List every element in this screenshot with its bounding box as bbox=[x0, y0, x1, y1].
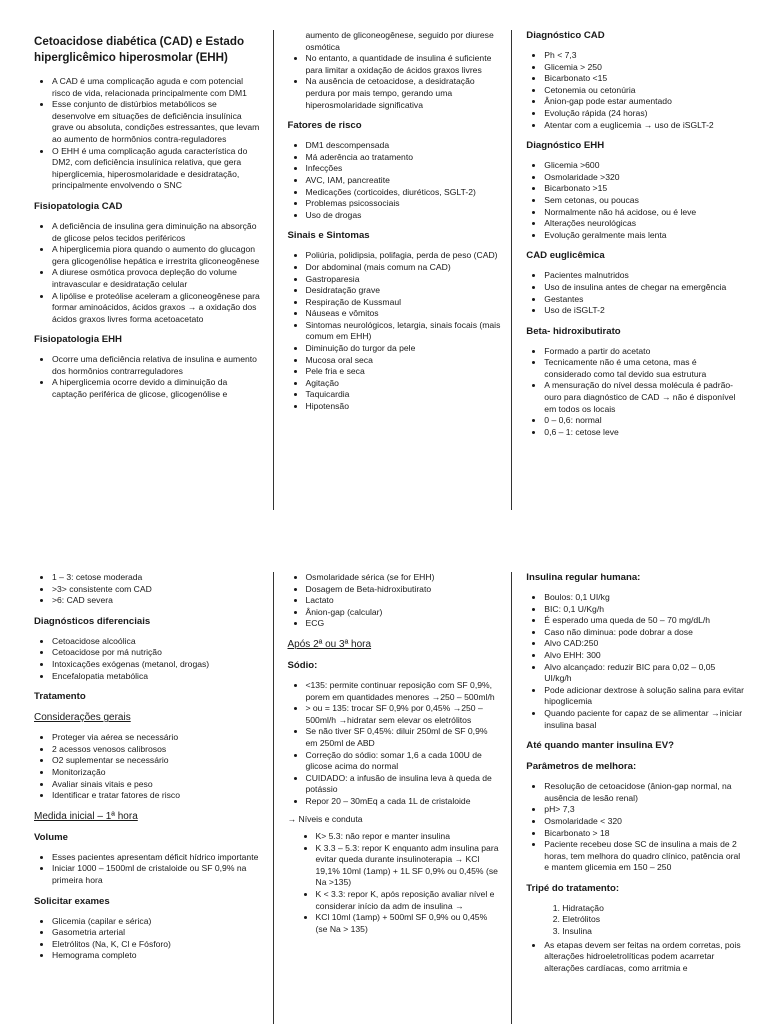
niveis-e-conduta-heading: → Níveis e conduta bbox=[287, 813, 363, 824]
list-item: • Cetoacidose por má nutrição bbox=[52, 647, 261, 659]
list-item: • Gastroparesia bbox=[306, 274, 502, 286]
section-heading-diagnosticos-diferenciais: Diagnósticos diferenciais bbox=[34, 615, 151, 627]
section-heading-insulina-regular: Insulina regular humana: bbox=[526, 572, 641, 583]
fisiopatologia-cad-list bbox=[34, 221, 261, 325]
list-item: • Tecnicamente não é uma cetona, mas é considerado como tal devido sua estrutura bbox=[544, 357, 744, 380]
list-item: • ECG bbox=[306, 618, 502, 630]
list-item: • A diurese osmótica provoca depleção do volume intravascular e desidratação celular bbox=[52, 267, 261, 290]
list-item: • Osmolaridade >320 bbox=[544, 172, 744, 184]
list-item: • Desidratação grave bbox=[306, 285, 502, 297]
list-item: • Avaliar sinais vitais e peso bbox=[52, 779, 261, 791]
list-item: • Problemas psicossociais bbox=[306, 198, 502, 210]
section-heading-diagnostico-cad: Diagnóstico CAD bbox=[526, 30, 605, 41]
list-item: • Glicemia > 250 bbox=[544, 62, 744, 74]
list-item: • A deficiência de insulina gera diminuição na absorção de glicose pelos tecidos periféricos bbox=[52, 221, 261, 244]
beta-hidroxibutirato-continued-list bbox=[34, 572, 261, 607]
top-column-1 bbox=[34, 30, 273, 510]
list-item: • 0 – 0,6: normal bbox=[544, 415, 744, 427]
list-item: 3. Insulina bbox=[562, 926, 744, 938]
list-item: • Cetonemia ou cetonúria bbox=[544, 85, 744, 97]
list-item: • Quando paciente for capaz de se alimentar →iniciar insulina basal bbox=[544, 708, 744, 731]
section-heading-tratamento: Tratamento bbox=[34, 691, 86, 703]
section-heading-fisiopatologia-ehh: Fisiopatologia EHH bbox=[34, 334, 122, 346]
list-item: • K < 3.3: repor K, após reposição avaliar nível e considerar início da adm de insulina → bbox=[316, 889, 502, 912]
list-item: • Esse conjunto de distúrbios metabólicos se desenvolve em situações de deficiência insulínica grave ou absoluta, condições estressantes, que levam ao aumento de hormônios contra-reguladores bbox=[52, 99, 261, 145]
list-item: • O EHH é uma complicação aguda característica do DM2, com deficiência insulínica relativa, que gera hiperglicemia, hiperosmolaridade e desidratação, principalmente envolvendo o SNC bbox=[52, 146, 261, 192]
top-column-2 bbox=[273, 30, 512, 510]
insulina-regular-list bbox=[526, 592, 744, 731]
list-item: • Hemograma completo bbox=[52, 950, 261, 962]
section-heading-ate-quando-manter-insulina: Até quando manter insulina EV? bbox=[526, 740, 674, 752]
list-item: • Diminuição do turgor da pele bbox=[306, 343, 502, 355]
list-item: • Dosagem de Beta-hidroxibutirato bbox=[306, 584, 502, 596]
subheading-consideracoes-gerais: Considerações gerais bbox=[34, 712, 131, 724]
list-item: • KCl 10ml (1amp) + 500ml SF 0,9% ou 0,45% (se Na > 135) bbox=[316, 912, 502, 935]
list-item: • Pode adicionar dextrose à solução salina para evitar hipoglicemia bbox=[544, 685, 744, 708]
list-item: • Ânion-gap (calcular) bbox=[306, 607, 502, 619]
page-top bbox=[0, 30, 768, 510]
sinais-e-sintomas-list bbox=[288, 250, 502, 412]
section-heading-sinais-e-sintomas: Sinais e Sintomas bbox=[287, 230, 370, 242]
document-title: Cetoacidose diabética (CAD) e Estado hiperglicêmico hiperosmolar (EHH) bbox=[34, 35, 245, 64]
list-item: • Poliúria, polidipsia, polifagia, perda de peso (CAD) bbox=[306, 250, 502, 262]
list-item: • O2 suplementar se necessário bbox=[52, 755, 261, 767]
list-item: • Proteger via aérea se necessário bbox=[52, 732, 261, 744]
list-item: • Intoxicações exógenas (metanol, drogas) bbox=[52, 659, 261, 671]
list-item: • A hiperglicemia piora quando o aumento do glucagon gera glicogenólise hepática e irrestrita gliconeogênese bbox=[52, 244, 261, 267]
list-item: • A lipólise e proteólise aceleram a gliconeogênese para formar aminoácidos, ácidos graxos → a oxidação dos ácidos graxos livres forma acetoacetato bbox=[52, 291, 261, 326]
list-item: • Osmolaridade sérica (se for EHH) bbox=[306, 572, 502, 584]
list-item: • CUIDADO: a infusão de insulina leva à queda de potássio bbox=[306, 773, 502, 796]
list-item: • Atentar com a euglicemia → uso de iSGLT-2 bbox=[544, 120, 744, 132]
list-item: • Boulos: 0,1 UI/kg bbox=[544, 592, 744, 604]
list-item: • Paciente recebeu dose SC de insulina a mais de 2 horas, tem melhora do quadro clínico, patência oral e mantem glicemia em 150 – 250 bbox=[544, 839, 744, 874]
list-item: • Ph < 7,3 bbox=[544, 50, 744, 62]
parametros-de-melhora-list bbox=[526, 781, 744, 874]
list-item: • Dor abdominal (mais comum na CAD) bbox=[306, 262, 502, 274]
list-item: • Taquicardia bbox=[306, 389, 502, 401]
solicitar-exames-list bbox=[34, 916, 261, 962]
list-item: • Sintomas neurológicos, letargia, sinais focais (mais comum em EHH) bbox=[306, 320, 502, 343]
list-item: • Alvo CAD:250 bbox=[544, 638, 744, 650]
list-item: • >3> consistente com CAD bbox=[52, 584, 261, 596]
list-item: • Lactato bbox=[306, 595, 502, 607]
list-item: • pH> 7,3 bbox=[544, 804, 744, 816]
diagnostico-cad-list bbox=[526, 50, 744, 131]
list-item: • Mucosa oral seca bbox=[306, 355, 502, 367]
list-item: • Normalmente não há acidose, ou é leve bbox=[544, 207, 744, 219]
list-item: • > ou = 135: trocar SF 0,9% por 0,45% →250 – 500ml/h →hidratar sem elevar os eletrólitos bbox=[306, 703, 502, 726]
subheading-apos-2-ou-3-hora: Após 2ª ou 3ª hora bbox=[287, 638, 372, 650]
list-item: • K> 5.3: não repor e manter insulina bbox=[316, 831, 502, 843]
list-item: 1. Hidratação bbox=[562, 903, 744, 915]
list-item: • DM1 descompensada bbox=[306, 140, 502, 152]
list-item: • Glicemia (capilar e sérica) bbox=[52, 916, 261, 928]
cad-euglicemica-list bbox=[526, 270, 744, 316]
list-item: • No entanto, a quantidade de insulina é suficiente para limitar a oxidação de ácidos graxos livres bbox=[306, 53, 502, 76]
solicitar-exames-continued-list bbox=[288, 572, 502, 630]
section-heading-sodio: Sódio: bbox=[287, 659, 318, 671]
fatores-de-risco-list bbox=[288, 140, 502, 221]
sodio-list bbox=[288, 680, 502, 808]
section-heading-tripe-do-tratamento: Tripé do tratamento: bbox=[526, 882, 620, 894]
list-item: • Bicarbonato > 18 bbox=[544, 828, 744, 840]
list-item: • Infecções bbox=[306, 163, 502, 175]
list-item: • Esses pacientes apresentam déficit hídrico importante bbox=[52, 852, 261, 864]
list-item: • Respiração de Kussmaul bbox=[306, 297, 502, 309]
page-bottom bbox=[0, 572, 768, 1024]
list-item: • Pele fria e seca bbox=[306, 366, 502, 378]
top-column-3 bbox=[511, 30, 750, 510]
diagnostico-ehh-list bbox=[526, 160, 744, 241]
list-item: • Agitação bbox=[306, 378, 502, 390]
list-item: • 0,6 – 1: cetose leve bbox=[544, 427, 744, 439]
list-item: • É esperado uma queda de 50 – 70 mg/dL/h bbox=[544, 615, 744, 627]
list-item: • Uso de drogas bbox=[306, 210, 502, 222]
list-item: • Bicarbonato <15 bbox=[544, 73, 744, 85]
list-item: • Na ausência de cetoacidose, a desidratação perdura por mais tempo, gerando uma hiperosmolaridade significativa bbox=[306, 76, 502, 111]
list-item: • Bicarbonato >15 bbox=[544, 183, 744, 195]
list-item: • Gasometria arterial bbox=[52, 927, 261, 939]
list-item: • Encefalopatia metabólica bbox=[52, 671, 261, 683]
list-item: • Medicações (corticoides, diuréticos, SGLT-2) bbox=[306, 187, 502, 199]
volume-list bbox=[34, 852, 261, 887]
list-item: • AVC, IAM, pancreatite bbox=[306, 175, 502, 187]
niveis-e-conduta-list bbox=[288, 831, 502, 935]
list-item: • Alvo alcançado: reduzir BIC para 0,02 – 0,05 UI/kg/h bbox=[544, 662, 744, 685]
list-item: • Ânion-gap pode estar aumentado bbox=[544, 96, 744, 108]
list-item: • Gestantes bbox=[544, 294, 744, 306]
section-heading-fatores-de-risco: Fatores de risco bbox=[287, 120, 362, 132]
list-item: • 2 acessos venosos calibrosos bbox=[52, 744, 261, 756]
fisiopatologia-ehh-list bbox=[34, 354, 261, 400]
tripe-do-tratamento-list bbox=[526, 903, 744, 938]
list-item: • Uso de insulina antes de chegar na emergência bbox=[544, 282, 744, 294]
section-heading-parametros-de-melhora: Parâmetros de melhora: bbox=[526, 761, 637, 773]
list-item: • Iniciar 1000 – 1500ml de cristaloide ou SF 0,9% na primeira hora bbox=[52, 863, 261, 886]
list-item: • >6: CAD severa bbox=[52, 595, 261, 607]
list-item: • Pacientes malnutridos bbox=[544, 270, 744, 282]
section-heading-beta-hidroxibutirato: Beta- hidroxibutirato bbox=[526, 325, 621, 337]
list-item: • Repor 20 – 30mEq a cada 1L de cristaloide bbox=[306, 796, 502, 808]
list-item: • Monitorização bbox=[52, 767, 261, 779]
list-item: • A CAD é uma complicação aguda e com potencial risco de vida, relacionada principalmente com DM1 bbox=[52, 76, 261, 99]
list-item: • 1 – 3: cetose moderada bbox=[52, 572, 261, 584]
list-item: • Se não tiver SF 0,45%: diluir 250ml de SF 0,9% em 250ml de ABD bbox=[306, 726, 502, 749]
list-item: • Alterações neurológicas bbox=[544, 218, 744, 230]
list-item: • As etapas devem ser feitas na ordem corretas, pois alterações hidroeletrolíticas podem acarretar alterações cardíacas, como arritmia e bbox=[544, 940, 744, 975]
list-item: • Ocorre uma deficiência relativa de insulina e aumento dos hormônios contrarreguladores bbox=[52, 354, 261, 377]
section-heading-diagnostico-ehh: Diagnóstico EHH bbox=[526, 140, 605, 152]
list-item: • Formado a partir do acetato bbox=[544, 346, 744, 358]
list-item: • Osmolaridade < 320 bbox=[544, 816, 744, 828]
final-note-list bbox=[526, 940, 744, 975]
list-item: • K 3.3 – 5.3: repor K enquanto adm insulina para evitar queda durante insulinoterapia → KCl 19,1% 10ml (1amp) + 1L SF 0,9% ou 0,45% (se Na >135) bbox=[316, 843, 502, 889]
consideracoes-gerais-list bbox=[34, 732, 261, 802]
intro-list bbox=[34, 76, 261, 192]
diagnosticos-diferenciais-list bbox=[34, 636, 261, 682]
list-item: • Alvo EHH: 300 bbox=[544, 650, 744, 662]
section-heading-cad-euglicemica: CAD euglicêmica bbox=[526, 250, 605, 262]
subheading-medida-inicial: Medida inicial – 1ª hora bbox=[34, 810, 138, 822]
list-item: • A hiperglicemia ocorre devido a diminuição da captação periférica de glicose, glicogenólise e bbox=[52, 377, 261, 400]
list-item: • Hipotensão bbox=[306, 401, 502, 413]
list-item: • Sem cetonas, ou poucas bbox=[544, 195, 744, 207]
bottom-column-3 bbox=[511, 572, 750, 1024]
list-item: • Correção do sódio: somar 1,6 a cada 100U de glicose acima do normal bbox=[306, 750, 502, 773]
list-item: • Uso de iSGLT-2 bbox=[544, 305, 744, 317]
section-heading-fisiopatologia-cad: Fisiopatologia CAD bbox=[34, 200, 123, 212]
list-item: • Identificar e tratar fatores de risco bbox=[52, 790, 261, 802]
list-item: • Glicemia >600 bbox=[544, 160, 744, 172]
continued-text bbox=[288, 30, 502, 53]
list-item: • Evolução rápida (24 horas) bbox=[544, 108, 744, 120]
list-item: aumento de gliconeogênese, seguido por diurese osmótica bbox=[305, 30, 494, 52]
list-item: • Caso não diminua: pode dobrar a dose bbox=[544, 627, 744, 639]
list-item: • <135: permite continuar reposição com SF 0,9%, porem em quantidades menores →250 – 500ml/h bbox=[306, 680, 502, 703]
list-item: 2. Eletrólitos bbox=[562, 914, 744, 926]
beta-hidroxibutirato-list bbox=[526, 346, 744, 439]
list-item: • Resolução de cetoacidose (ânion-gap normal, na ausência de lesão renal) bbox=[544, 781, 744, 804]
list-item: • Eletrólitos (Na, K, Cl e Fósforo) bbox=[52, 939, 261, 951]
list-item: • Má aderência ao tratamento bbox=[306, 152, 502, 164]
bottom-column-1 bbox=[34, 572, 273, 1024]
bottom-column-2 bbox=[273, 572, 512, 1024]
section-heading-solicitar-exames: Solicitar exames bbox=[34, 895, 110, 907]
list-item: • BIC: 0,1 U/Kg/h bbox=[544, 604, 744, 616]
list-item: • A mensuração do nível dessa molécula é padrão-ouro para diagnóstico de CAD → não é disponível em todos os locais bbox=[544, 380, 744, 415]
list-item: • Cetoacidose alcoólica bbox=[52, 636, 261, 648]
list-item: • Evolução geralmente mais lenta bbox=[544, 230, 744, 242]
list-item: • Náuseas e vômitos bbox=[306, 308, 502, 320]
section-heading-volume: Volume bbox=[34, 831, 68, 843]
fisiopatologia-ehh-continued-list bbox=[288, 53, 502, 111]
